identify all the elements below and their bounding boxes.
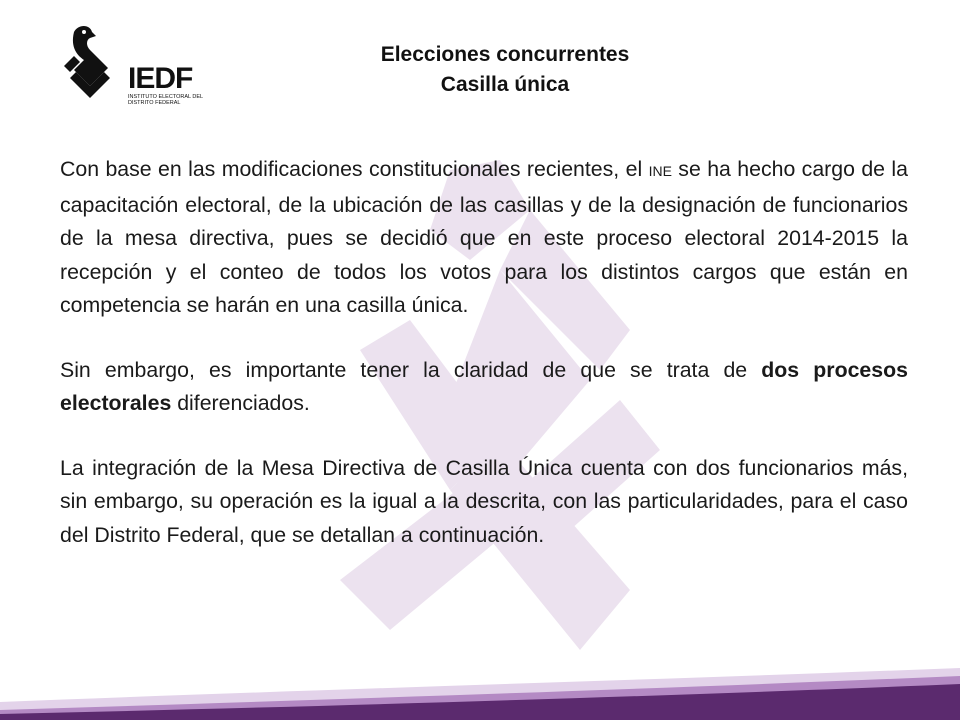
paragraph-3: La integración de la Mesa Directiva de Casilla Única cuenta con dos funcionarios más, sin embargo, su operación es la igual a la descrita, con las particularidades, para el caso del Distrito Federal, que se detallan a continuación. (60, 455, 908, 547)
logo-subtitle: INSTITUTO ELECTORAL DEL DISTRITO FEDERAL (128, 94, 203, 106)
paragraph-2 (60, 354, 908, 421)
iedf-logo (56, 22, 203, 108)
body-text (60, 153, 908, 583)
p2-bold-phrase: dos procesos electorales (60, 357, 908, 415)
slide-title (300, 40, 710, 100)
p1-text-start: Con base en las modificaciones constitucionales recientes, el (60, 157, 649, 181)
title-line-2: Casilla única (440, 73, 570, 96)
paragraph-1 (60, 153, 908, 323)
bottom-ribbon (0, 640, 960, 720)
dove-icon (56, 22, 128, 108)
logo-acronym: IEDF (128, 62, 193, 95)
p2-text-start: Sin embargo, es importante tener la claridad de que se trata de (60, 357, 762, 382)
p1-text-end: se ha hecho cargo de la capacitación electoral, de la ubicación de las casillas y de la designación de funcionarios de la mesa directiva, pues se decidió que en este proceso electoral 2014-2015 la recepción y el conteo de todos los votos para los distintos cargos que están en competencia se harán en una casilla única. (60, 157, 908, 317)
p2-text-end: diferenciados. (171, 391, 310, 415)
ine-abbreviation: INE (648, 163, 672, 179)
title-line-1: Elecciones concurrentes (380, 43, 630, 66)
